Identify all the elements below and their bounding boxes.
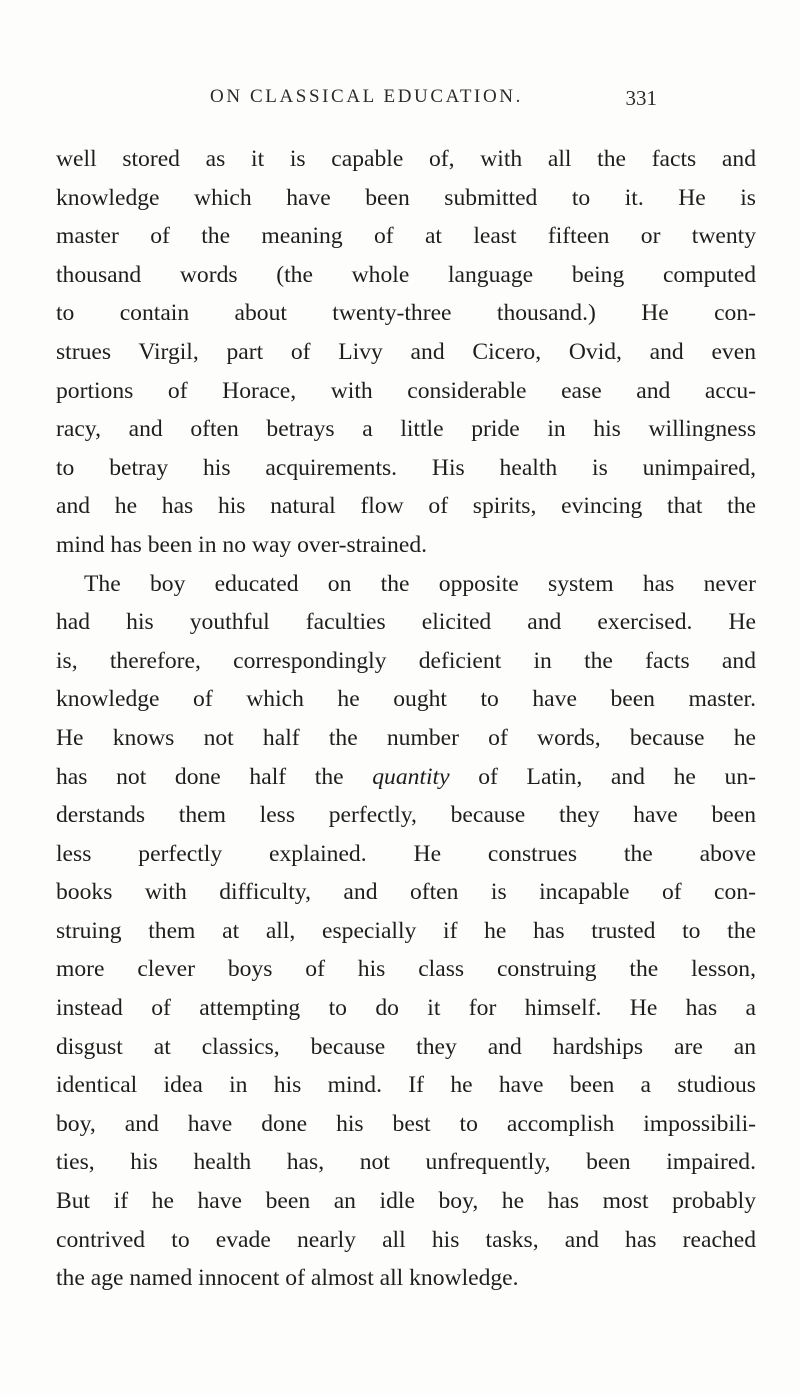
text-line: more clever boys of his class construing the lesson, bbox=[56, 956, 756, 983]
text-line: But if he have been an idle boy, he has most probably bbox=[56, 1188, 756, 1215]
running-head: ON CLASSICAL EDUCATION. bbox=[210, 86, 523, 107]
text-line: identical idea in his mind. If he have been a studious bbox=[56, 1072, 756, 1099]
text-line: master of the meaning of at least fifteen or twenty bbox=[56, 223, 756, 250]
text-line: and he has his natural flow of spirits, evincing that the bbox=[56, 493, 756, 520]
text-line: less perfectly explained. He construes the above bbox=[56, 840, 756, 867]
text-line: portions of Horace, with considerable ease and accu- bbox=[56, 377, 756, 404]
text-line: contrived to evade nearly all his tasks, and has reached bbox=[56, 1226, 756, 1253]
text-line: well stored as it is capable of, with all the facts and bbox=[56, 146, 756, 172]
text-line: knowledge of which he ought to have been master. bbox=[56, 686, 756, 713]
text-line: the age named innocent of almost all knowledge. bbox=[56, 1265, 519, 1292]
text-line: He knows not half the number of words, because he bbox=[56, 724, 756, 751]
text-segment: has not done half the bbox=[56, 763, 373, 790]
text-line: thousand words (the whole language being computed bbox=[56, 261, 756, 288]
text-line: racy, and often betrays a little pride in his willingness bbox=[56, 416, 756, 443]
text-line: books with difficulty, and often is incapable of con- bbox=[56, 879, 756, 906]
text-line: derstands them less perfectly, because they have been bbox=[56, 802, 756, 829]
text-line: struing them at all, especially if he has trusted to the bbox=[56, 917, 756, 944]
text-line: to betray his acquirements. His health is unimpaired, bbox=[56, 454, 756, 481]
text-line: boy, and have done his best to accomplish impossibili- bbox=[56, 1110, 756, 1137]
text-segment: of Latin, and he un- bbox=[449, 763, 756, 790]
italic-word: quantity bbox=[372, 763, 450, 790]
text-line: is, therefore, correspondingly deficient in the facts and bbox=[56, 647, 756, 674]
text-line: disgust at classics, because they and hardships are an bbox=[56, 1033, 756, 1060]
text-line: knowledge which have been submitted to it. He is bbox=[56, 184, 756, 211]
text-line: mind has been in no way over-strained. bbox=[56, 531, 428, 558]
text-line: The boy educated on the opposite system has never bbox=[84, 570, 756, 597]
text-line: strues Virgil, part of Livy and Cicero, Ovid, and even bbox=[56, 338, 756, 365]
text-line: instead of attempting to do it for himself. He has a bbox=[56, 995, 756, 1022]
text-line-with-italic bbox=[56, 758, 756, 797]
page-number: 331 bbox=[625, 86, 657, 110]
body-text bbox=[56, 140, 756, 1298]
text-line: had his youthful faculties elicited and exercised. He bbox=[56, 609, 756, 636]
text-line: to contain about twenty-three thousand.) He con- bbox=[56, 300, 756, 327]
text-line: ties, his health has, not unfrequently, been impaired. bbox=[56, 1149, 756, 1176]
